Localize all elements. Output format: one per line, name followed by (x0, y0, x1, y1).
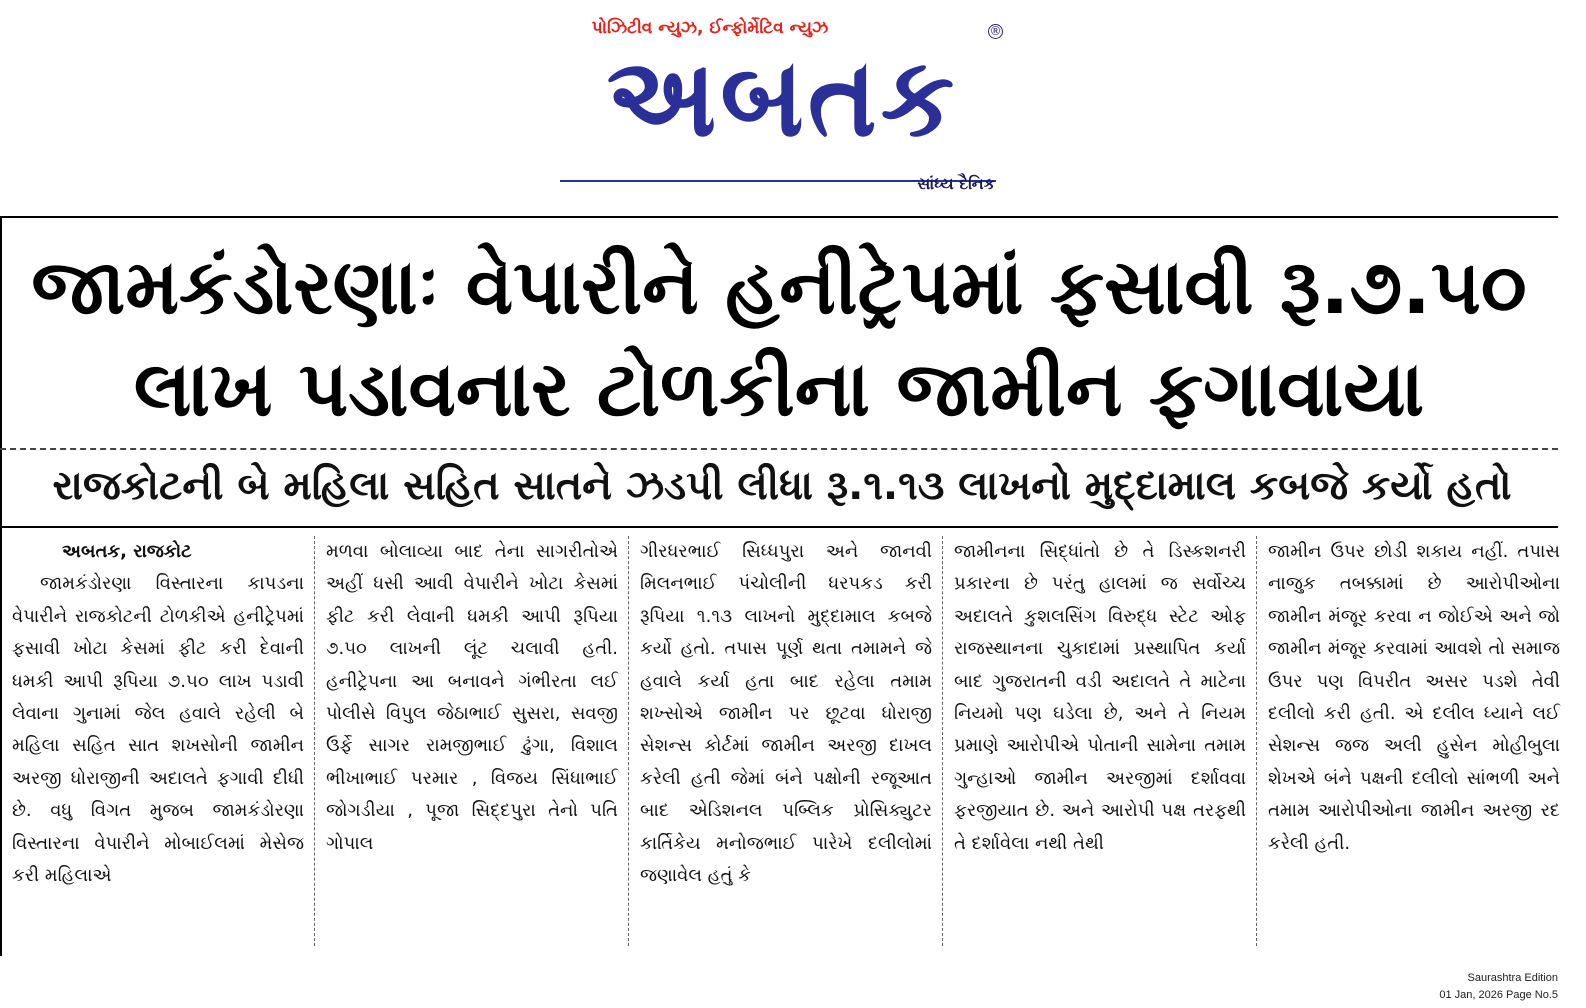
article-column-5 (1268, 536, 1560, 860)
subheadline-divider (0, 526, 1558, 528)
article-column-1 (12, 536, 304, 892)
subheadline: રાજકોટની બે મહિલા સહિત સાતને ઝડપી લીધા રૂ.૧.૧૩ લાખનો મુદ્દામાલ કબજે કર્યો હતો (52, 463, 1512, 509)
article-column-3 (640, 536, 932, 892)
headline-line-2: લાખ પડાવનાર ટોળકીના જામીન ફગાવાયા (133, 344, 1425, 433)
column-divider (1256, 536, 1257, 946)
article-column-4 (954, 536, 1246, 860)
column-divider (942, 536, 943, 946)
column-divider (628, 536, 629, 946)
article-text-col-3: ગીરધરભાઈ સિધ્ધપુરા અને જાનવી મિલનભાઈ પંચોલીની ધરપકડ કરી રૂપિયા ૧.૧૩ લાખનો મુદ્દામાલ કબજે કર્યો હતો. તપાસ પૂર્ણ થતા તમામને જે હવાલે કર્યા હતા બાદ રહેલા તમામ શખ્સોએ જામીન પર છૂટવા ધોરાજી સેશન્સ કોર્ટમાં જામીન અરજી દાખલ કરેલી હતી જેમાં બંને પક્ષોની રજૂઆત બાદ એડિશનલ પબ્લિક પ્રોસિક્યુટર કાર્તિકેય મનોજભાઈ પારેખે દલીલોમાં જણાવેલ હતું કે (640, 541, 932, 887)
registered-mark: ® (989, 24, 1002, 38)
masthead-divider (0, 216, 1558, 218)
date-page-label: 01 Jan, 2026 Page No.5 (1439, 989, 1558, 1001)
article-text-col-2: મળવા બોલાવ્યા બાદ તેના સાગરીતોએ અહીં ધસી આવી વેપારીને ખોટા કેસમાં ફીટ કરી લેવાની ધમકી આપી રૂપિયા ૭.૫૦ લાખની લૂંટ ચલાવી હતી. હનીટ્રેપના આ બનાવને ગંભીરતા લઈ પોલીસે વિપુલ જેઠાભાઈ સુસરા, સવજી ઉર્ફે સાગર રામજીભાઈ ઢુંગા, વિશાલ ભીખાભાઈ પરમાર , વિજય સિંધાભાઈ જોગડીયા , પૂજા સિદ્દપુરા તેનો પતિ ગોપાલ (326, 541, 618, 854)
headline-line-1: જામકંડોરણાઃ વેપારીને હનીટ્રેપમાં ફસાવી રૂ.૭.૫૦ (31, 242, 1527, 331)
headline-divider (0, 448, 1558, 450)
masthead-subtitle: સાંધ્ય દૈનિક (917, 174, 995, 193)
masthead (560, 18, 1005, 198)
dateline: અબતક, રાજકોટ (62, 541, 192, 562)
article-text-col-1: જામકંડોરણા વિસ્તારના કાપડના વેપારીને રાજકોટની ટોળકીએ હનીટ્રેપમાં ફસાવી ખોટા કેસમાં ફીટ કરી દેવાની ધમકી આપી રૂપિયા ૭.૫૦ લાખ પડાવી લેવાના ગુનામાં જેલ હવાલે રહેલી બે મહિલા સહિત સાત શખસોની જામીન અરજી ધોરાજીની અદાલતે ફગાવી દીધી છે. વધુ વિગત મુજબ જામકંડોરણા વિસ્તારના વેપારીને મોબાઈલમાં મેસેજ કરી મહિલાએ (12, 573, 304, 887)
article-text-col-4: જામીનના સિદ્ધાંતો છે તે ડિસ્કશનરી પ્રકારના છે પરંતુ હાલમાં જ સર્વોચ્ચ અદાલતે કુશલસિંગ વિરુદ્ધ સ્ટેટ ઓફ રાજસ્થાનના ચુકાદામાં પ્રસ્થાપિત કર્યા બાદ ગુજરાતની વડી અદાલતે તે માટેના નિયમો પણ ઘડેલા છે, અને તે નિયમ પ્રમાણે આરોપીએ પોતાની સામેના તમામ ગુન્હાઓ જામીન અરજીમાં દર્શાવવા ફરજીયાત છે. અને આરોપી પક્ષ તરફથી તે દર્શાવેલા નથી તેથી (954, 541, 1246, 854)
article-column-2 (326, 536, 618, 860)
page-footer (1439, 970, 1558, 1004)
column-divider (314, 536, 315, 946)
edition-label: Saurashtra Edition (1467, 972, 1558, 984)
masthead-tagline: પોઝિટીવ ન્યુઝ, ઈન્ફોર્મેટિવ ન્યુઝ (591, 18, 829, 38)
newspaper-logo: અબતક (606, 32, 959, 162)
article-text-col-5: જામીન ઉપર છોડી શકાય નહીં. તપાસ નાજુક તબક્કામાં છે આરોપીઓના જામીન મંજૂર કરવા ન જોઈએ અને જો જામીન મંજૂર કરવામાં આવશે તો સમાજ ઉપર પણ વિપરીત અસર પડશે તેવી દલીલો કરી હતી. એ દલીલ ધ્યાને લઈ સેશન્સ જજ અલી હુસેન મોહીબુલા શેખએ બંને પક્ષની દલીલો સાંભળી અને તમામ આરોપીઓના જામીન અરજી રદ કરેલી હતી. (1268, 541, 1560, 854)
